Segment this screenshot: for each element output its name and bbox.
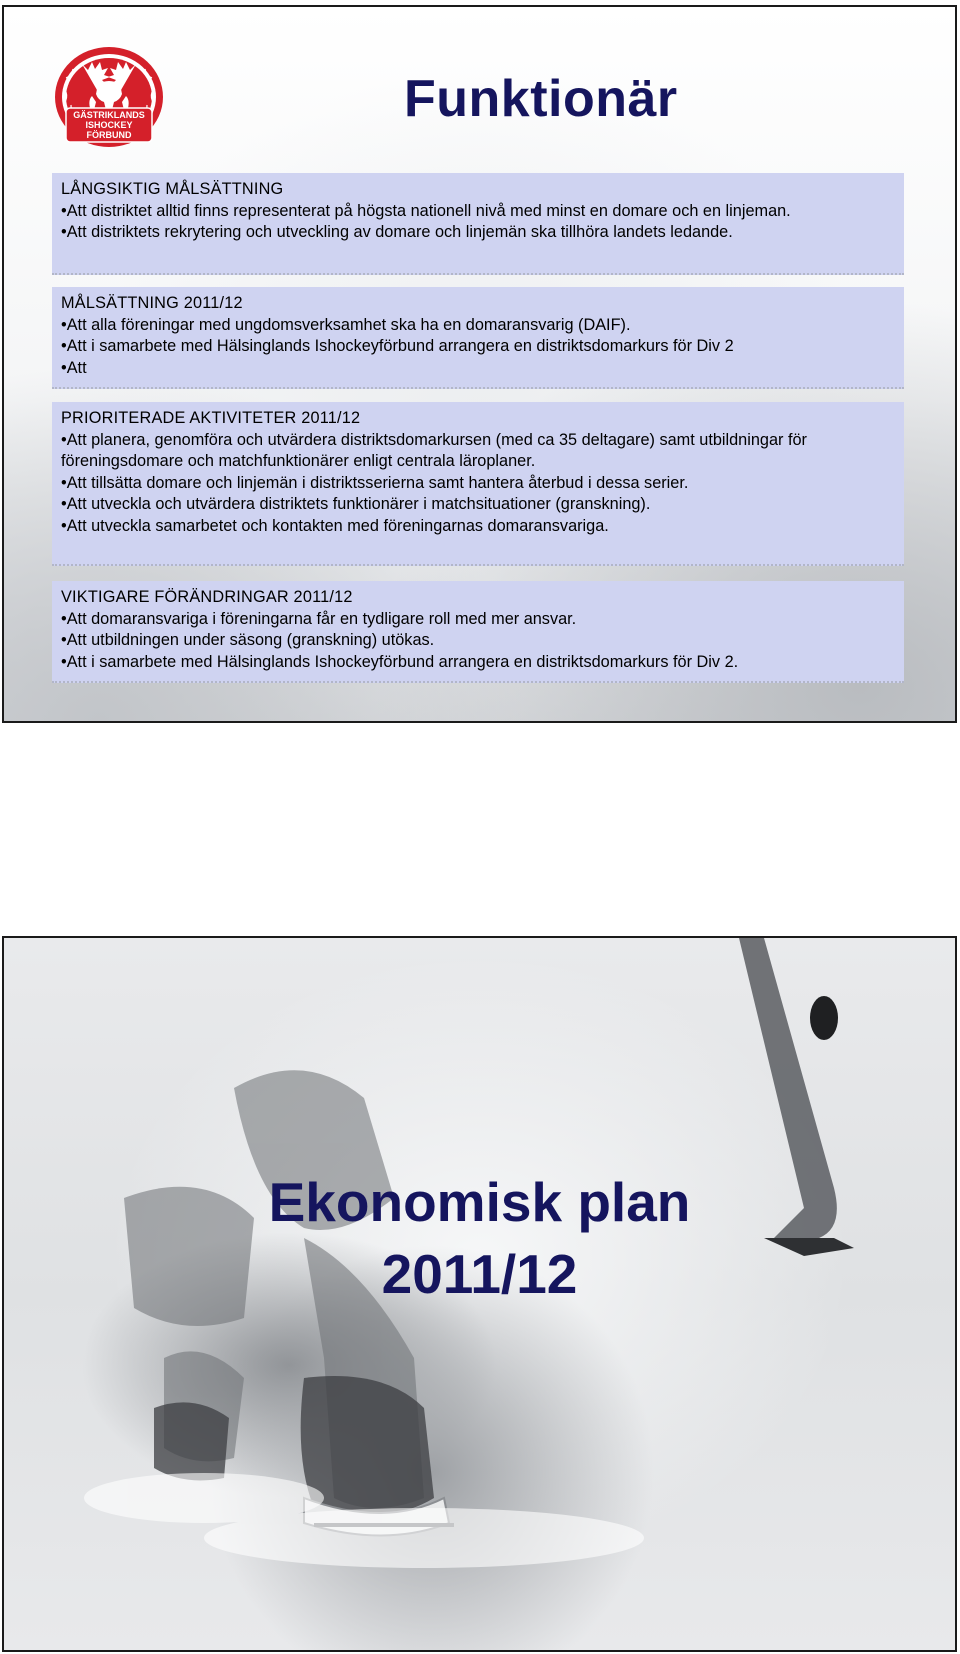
section-heading: MÅLSÄTTNING 2011/12	[61, 294, 243, 312]
section-heading: LÅNGSIKTIG MÅLSÄTTNING	[61, 180, 284, 198]
bullet-item: •Att i samarbete med Hälsinglands Ishockeyförbund arrangera en distriktsdomarkurs för Div 2.	[61, 652, 739, 671]
slide-ekonomisk-plan	[2, 936, 957, 1652]
logo-text-line-1: GÄSTRIKLANDS	[73, 110, 145, 120]
logo-text-line-3: FÖRBUND	[86, 130, 132, 140]
bullet-item: •Att utbildningen under säsong (granskning) utökas.	[61, 631, 435, 649]
bullet-item: •Att i samarbete med Hälsinglands Ishockeyförbund arrangera en distriktsdomarkurs för Div 2	[61, 337, 734, 355]
section-heading: PRIORITERADE AKTIVITETER 2011/12	[61, 409, 361, 427]
logo-text-line-2: ISHOCKEY	[85, 120, 133, 130]
bullet-item: •Att	[61, 358, 87, 377]
section-heading: VIKTIGARE FÖRÄNDRINGAR 2011/12	[61, 588, 353, 606]
section-longterm-goal	[52, 173, 904, 275]
section-major-changes	[52, 581, 904, 683]
slide-title: Funktionär	[404, 70, 678, 128]
bullet-item: •Att distriktets rekrytering och utveckling av domare och linjemän ska tillhöra landets ledande.	[61, 223, 733, 241]
section-prioritized-activities	[52, 402, 904, 566]
bullet-item: •Att tillsätta domare och linjemän i distriktsserierna samt hantera återbud i dessa serier.	[61, 473, 689, 492]
bullet-item: •Att domaransvariga i föreningarna får en tydligare roll med mer ansvar.	[61, 609, 577, 628]
slide-funktionar	[2, 5, 957, 723]
title-line-2: 2011/12	[381, 1243, 578, 1305]
bullet-item: •Att utveckla och utvärdera distriktets funktionärer i matchsituationer (granskning).	[61, 495, 651, 513]
bullet-item: •Att planera, genomföra och utvärdera distriktsdomarkursen (med ca 35 deltagare) samt utbildningar för föreningsdomare och matchfunktionärer enligt centrala läroplaner.	[61, 430, 807, 470]
title-line-1: Ekonomisk plan	[268, 1171, 691, 1233]
section-goal-2011-12	[52, 287, 904, 389]
slide-title	[4, 1166, 955, 1310]
bullet-item: •Att alla föreningar med ungdomsverksamhet ska ha en domaransvarig (DAIF).	[61, 315, 631, 334]
bullet-item: •Att utveckla samarbetet och kontakten med föreningarnas domaransvariga.	[61, 516, 609, 535]
moose-emblem-icon	[52, 44, 166, 150]
bullet-item: •Att distriktet alltid finns representerat på högsta nationell nivå med minst en domare och en linjeman.	[61, 201, 791, 220]
